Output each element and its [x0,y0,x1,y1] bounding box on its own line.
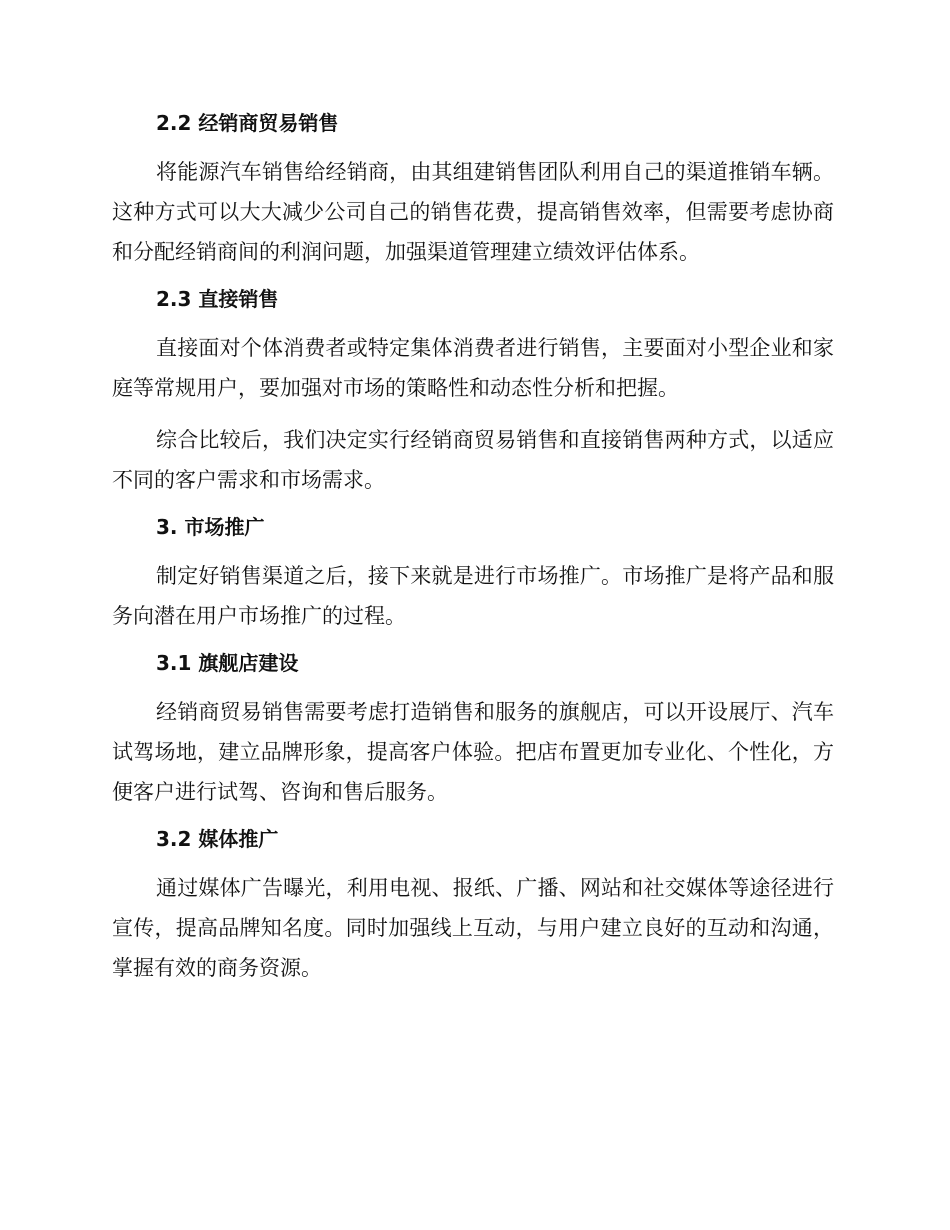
paragraph-dealer-sales: 将能源汽车销售给经销商，由其组建销售团队利用自己的渠道推销车辆。这种方式可以大大减少公司自己的销售花费，提高销售效率，但需要考虑协商和分配经销商间的利润问题，加强渠道管理建立绩效评估体系。 [112,160,834,264]
section-heading-2-2: 2.2 经销商贸易销售 [156,111,339,135]
paragraph-conclusion: 综合比较后，我们决定实行经销商贸易销售和直接销售两种方式，以适应不同的客户需求和市场需求。 [112,428,834,492]
paragraph-flagship-store: 经销商贸易销售需要考虑打造销售和服务的旗舰店，可以开设展厅、汽车试驾场地，建立品牌形象，提高客户体验。把店布置更加专业化、个性化，方便客户进行试驾、咨询和售后服务。 [112,700,834,804]
section-heading-3-1: 3.1 旗舰店建设 [156,651,299,675]
document-page [112,108,834,988]
section-heading-2-3: 2.3 直接销售 [156,287,279,311]
paragraph-media-promotion: 通过媒体广告曝光，利用电视、报纸、广播、网站和社交媒体等途径进行宣传，提高品牌知名度。同时加强线上互动，与用户建立良好的互动和沟通，掌握有效的商务资源。 [112,876,834,980]
section-heading-3-2: 3.2 媒体推广 [156,827,279,851]
section-heading-3: 3. 市场推广 [156,515,265,539]
paragraph-market-promotion: 制定好销售渠道之后，接下来就是进行市场推广。市场推广是将产品和服务向潜在用户市场推广的过程。 [112,564,834,628]
paragraph-direct-sales: 直接面对个体消费者或特定集体消费者进行销售，主要面对小型企业和家庭等常规用户，要加强对市场的策略性和动态性分析和把握。 [112,336,834,400]
